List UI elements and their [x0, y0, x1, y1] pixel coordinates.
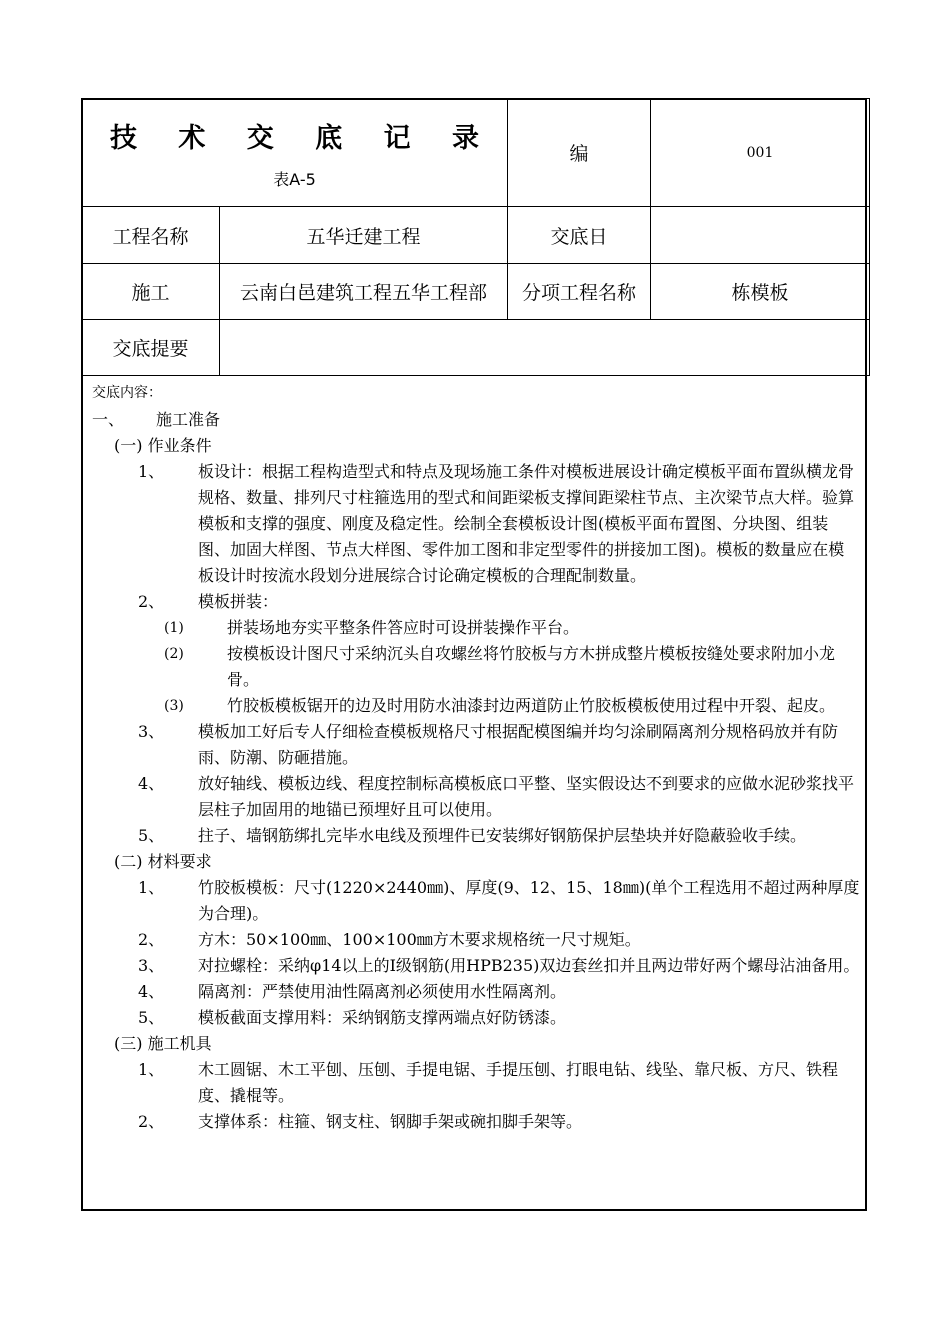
item-text: 拄子、墙钢筋绑扎完毕水电线及预埋件已安装绑好钢筋保护层垫块并好隐蔽验收手续。 [198, 826, 807, 845]
item-text: 板设计：根据工程构造型式和特点及现场施工条件对模板进展设计确定模板平面布置纵横龙骨规格、数量、排列尺寸柱箍选用的型式和间距梁板支撑间距梁柱节点、主次梁节点大样。验算模板和支撑的强度、刚度及稳定性。绘制全套模板设计图(模板平面布置图、分块图、组装图、加固大样图、节点大样图、零件加工图和非定型零件的拼接加工图)。模板的数量应在模板设计时按流水段划分进展综合讨论确定模板的合理配制数量。 [198, 462, 855, 585]
list-item [92, 615, 860, 641]
subsection-heading: (三) 施工机具 [114, 1034, 212, 1053]
item-text: 方木：50×100㎜、100×100㎜方木要求规格统一尺寸规矩。 [198, 930, 641, 949]
summary-value [220, 320, 870, 376]
section-heading [92, 407, 860, 433]
section-title: 施工准备 [156, 410, 221, 429]
item-number: (2) [164, 646, 184, 662]
list-item [92, 589, 860, 615]
item-text: 竹胶板模板：尺寸(1220×2440㎜)、厚度(9、12、15、18㎜)(单个工程选用不超过两种厚度为合理)。 [198, 878, 860, 923]
list-item [92, 953, 860, 979]
subsection-heading: (二) 材料要求 [114, 852, 212, 871]
summary-label: 交底提要 [82, 320, 220, 376]
subitem-value: 栋模板 [651, 264, 870, 320]
item-text: 隔离剂：严禁使用油性隔离剂必须使用水性隔离剂。 [198, 982, 567, 1001]
code-label: 编 [508, 99, 651, 207]
list-item [92, 875, 860, 927]
item-text: 按模板设计图尺寸采纳沉头自攻螺丝将竹胶板与方木拼成整片模板按缝处要求附加小龙骨。 [227, 644, 836, 689]
project-name-value: 五华迁建工程 [220, 207, 508, 264]
item-number: 5、 [138, 1008, 165, 1027]
item-number: 4、 [138, 982, 165, 1001]
item-text: 拼装场地夯实平整条件答应时可设拼装操作平台。 [227, 618, 580, 637]
list-item [92, 823, 860, 849]
list-item [92, 459, 860, 589]
item-number: 3、 [138, 722, 165, 741]
item-number: 3、 [138, 956, 165, 975]
header-table [81, 98, 870, 376]
list-item [92, 1057, 860, 1109]
list-item [92, 719, 860, 771]
item-text: 木工圆锯、木工平刨、压刨、手提电锯、手提压刨、打眼电钻、线坠、靠尺板、方尺、铁程度、撬棍等。 [198, 1060, 839, 1105]
list-item [92, 771, 860, 823]
item-text: 模板截面支撑用料：采纳钢筋支撑两端点好防锈漆。 [198, 1008, 567, 1027]
item-text: 放好轴线、模板边线、程度控制标高模板底口平整、坚实假设达不到要求的应做水泥砂浆找平层柱子加固用的地锚已预埋好且可以使用。 [198, 774, 855, 819]
code-value: 001 [651, 99, 870, 207]
item-number: 1、 [138, 462, 165, 481]
item-number: 2、 [138, 1112, 165, 1131]
subitem-label: 分项工程名称 [508, 264, 651, 320]
form-number: 表A-5 [273, 169, 316, 189]
item-number: 2、 [138, 930, 165, 949]
project-name-label: 工程名称 [82, 207, 220, 264]
section-number: 一、 [92, 410, 125, 429]
construction-label: 施工 [82, 264, 220, 320]
list-item [92, 1005, 860, 1031]
item-text: 模板加工好后专人仔细检查模板规格尺寸根据配模图编并均匀涂刷隔离剂分规格码放并有防雨、防潮、防砸措施。 [198, 722, 839, 767]
title-cell [82, 99, 508, 207]
item-number: 1、 [138, 1060, 165, 1079]
list-item [92, 1109, 860, 1135]
item-number: 1、 [138, 878, 165, 897]
subsection-heading: (一) 作业条件 [114, 436, 212, 455]
item-text: 对拉螺栓：采纳φ14以上的Ⅰ级钢筋(用HPB235)双边套丝扣并且两边带好两个螺母沾油备用。 [198, 956, 860, 975]
list-item [92, 927, 860, 953]
item-number: 4、 [138, 774, 165, 793]
list-item [92, 693, 860, 719]
item-number: 5、 [138, 826, 165, 845]
item-text: 支撑体系：柱箍、钢支柱、钢脚手架或碗扣脚手架等。 [198, 1112, 583, 1131]
document-title: 技 术 交 底 记 录 [110, 122, 495, 154]
handover-date-label: 交底日 [508, 207, 651, 264]
item-text: 竹胶板模板锯开的边及时用防水油漆封边两道防止竹胶板模板使用过程中开裂、起皮。 [227, 696, 836, 715]
handover-date-value [651, 207, 870, 264]
item-number: 2、 [138, 592, 165, 611]
item-number: (1) [164, 620, 184, 636]
content-body [92, 380, 860, 1135]
construction-value: 云南白邑建筑工程五华工程部 [220, 264, 508, 320]
list-item [92, 641, 860, 693]
content-heading: 交底内容： [92, 385, 162, 401]
item-text: 模板拼装： [198, 592, 279, 611]
item-number: (3) [164, 698, 184, 714]
list-item [92, 979, 860, 1005]
